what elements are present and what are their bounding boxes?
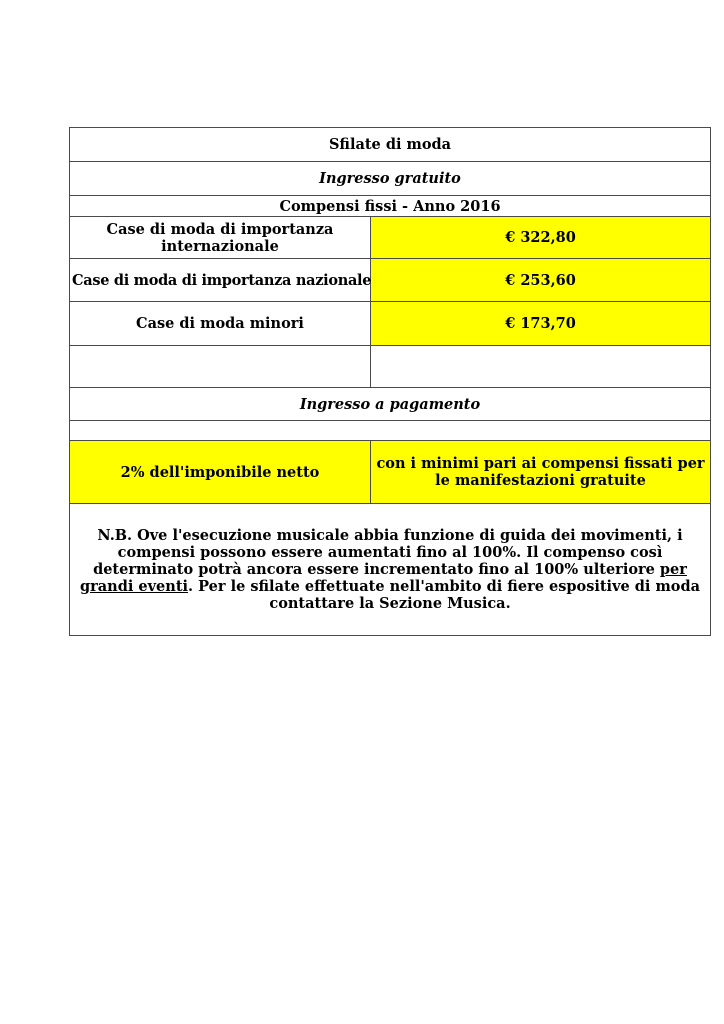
empty-cell	[70, 346, 371, 388]
table-row	[70, 217, 711, 259]
note-text-part: N.B. Ove l'esecuzione musicale abbia funzione di guida dei movimenti, i compensi possono essere aumentati fino al 100%. Il compenso così determinato potrà ancora essere incrementato fino al 100% ulteriore	[93, 527, 683, 578]
row-label-minor: Case di moda minori	[70, 302, 371, 346]
note-text-part: . Per le sfilate effettuate nell'ambito di fiere espositive di moda contattare la Sezione Musica.	[188, 578, 701, 612]
table-title: Sfilate di moda	[70, 128, 711, 162]
note-underlined-text: per grandi eventi	[80, 561, 687, 595]
empty-row	[70, 346, 711, 388]
paid-entry-heading: Ingresso a pagamento	[70, 388, 711, 421]
empty-cell	[371, 346, 711, 388]
table-row	[70, 302, 711, 346]
table-row	[70, 259, 711, 302]
paid-minimum: con i minimi pari ai compensi fissati per le manifestazioni gratuite	[371, 441, 711, 504]
row-label-national: Case di moda di importanza nazionale	[70, 259, 371, 302]
row-amount-national: € 253,60	[371, 259, 711, 302]
tariff-table	[69, 127, 711, 636]
note-text	[70, 504, 711, 636]
row-label-international: Case di moda di importanza internazionale	[70, 217, 371, 259]
row-amount-international: € 322,80	[371, 217, 711, 259]
table-row	[70, 441, 711, 504]
row-amount-minor: € 173,70	[371, 302, 711, 346]
free-entry-heading: Ingresso gratuito	[70, 162, 711, 196]
fixed-fees-heading: Compensi fissi - Anno 2016	[70, 196, 711, 217]
paid-rate: 2% dell'imponibile netto	[70, 441, 371, 504]
spacer-row	[70, 421, 711, 441]
empty-cell	[70, 421, 711, 441]
